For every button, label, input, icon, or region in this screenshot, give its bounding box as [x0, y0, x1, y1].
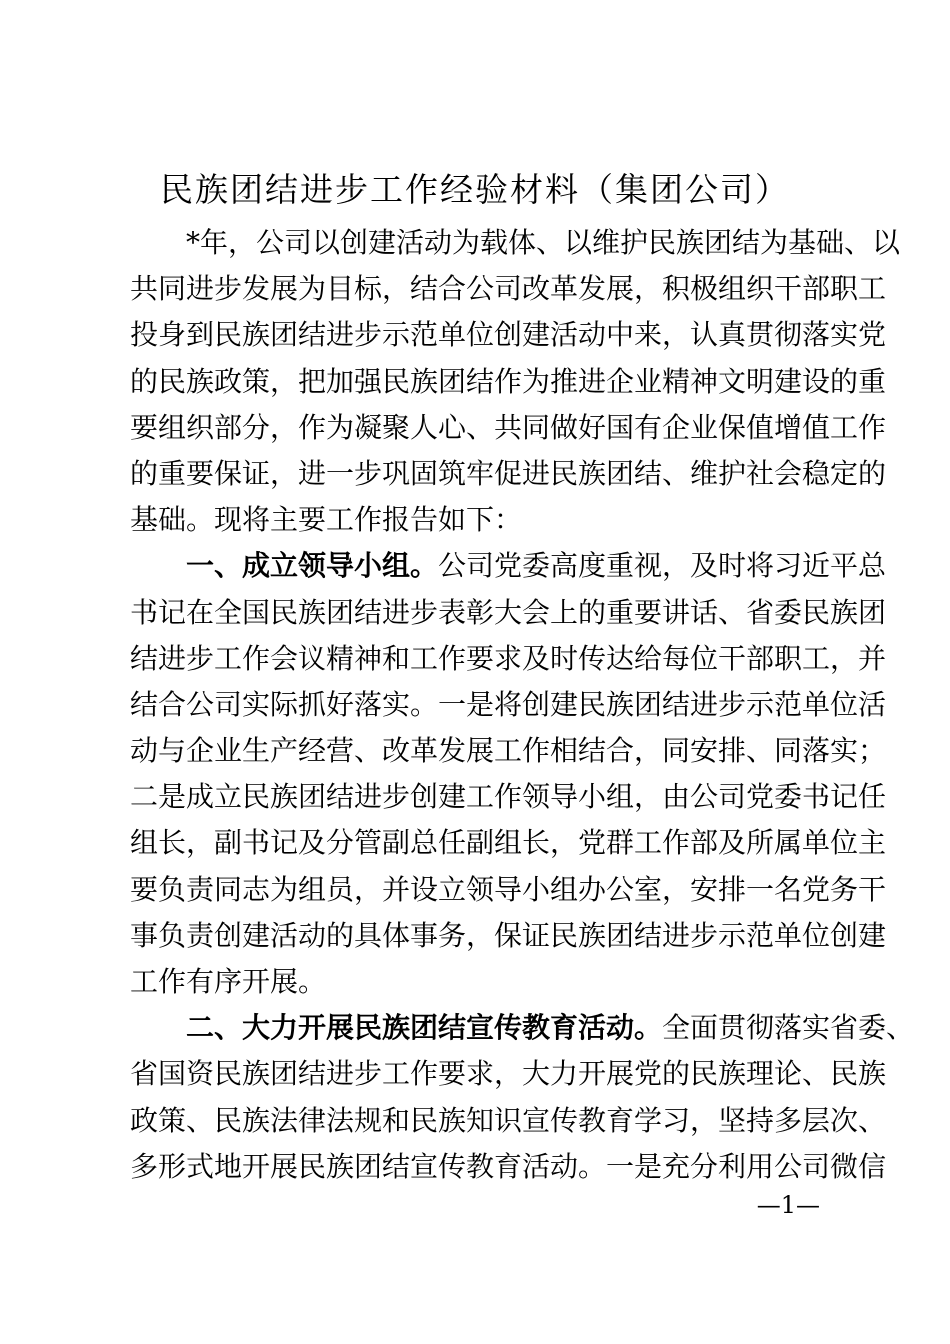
intro-paragraph: [130, 220, 901, 543]
paragraph-first-line: [130, 543, 887, 589]
paragraph-text: 全面贯彻落实省委、: [662, 1011, 915, 1045]
paragraph-line: 的民族政策，把加强民族团结作为推进企业精神文明建设的重: [130, 364, 887, 398]
section-2-paragraph: [130, 1005, 915, 1190]
paragraph-line: 要组织部分，作为凝聚人心、共同做好国有企业保值增值工作: [130, 410, 887, 444]
paragraph-line: 多形式地开展民族团结宣传教育活动。一是充分利用公司微信: [130, 1149, 887, 1183]
paragraph-line: 结进步工作会议精神和工作要求及时传达给每位干部职工，并: [130, 641, 887, 675]
section-1-paragraph: [130, 543, 887, 1005]
paragraph-line: 组长，副书记及分管副总任副组长，党群工作部及所属单位主: [130, 826, 887, 860]
paragraph-line: 二是成立民族团结进步创建工作领导小组，由公司党委书记任: [130, 780, 887, 814]
document-title: 民族团结进步工作经验材料（集团公司）: [160, 170, 790, 209]
document-body: [130, 220, 915, 1190]
section-heading: 一、成立领导小组。: [186, 549, 439, 583]
paragraph-first-line: [130, 1005, 915, 1051]
page-number: —1—: [756, 1191, 820, 1219]
paragraph-line: 动与企业生产经营、改革发展工作相结合，同安排、同落实；: [130, 734, 887, 768]
paragraph-line: 事负责创建活动的具体事务，保证民族团结进步示范单位创建: [130, 918, 887, 952]
paragraph-line: 要负责同志为组员，并设立领导小组办公室，安排一名党务干: [130, 872, 887, 906]
paragraph-line: 书记在全国民族团结进步表彰大会上的重要讲话、省委民族团: [130, 595, 887, 629]
paragraph-line: *年，公司以创建活动为载体、以维护民族团结为基础、以: [186, 226, 901, 259]
paragraph-line: 投身到民族团结进步示范单位创建活动中来，认真贯彻落实党: [130, 318, 887, 352]
paragraph-line: 省国资民族团结进步工作要求，大力开展党的民族理论、民族: [130, 1057, 887, 1091]
paragraph-line: 结合公司实际抓好落实。一是将创建民族团结进步示范单位活: [130, 687, 887, 721]
paragraph-text: 公司党委高度重视，及时将习近平总: [438, 549, 887, 583]
section-heading: 二、大力开展民族团结宣传教育活动。: [186, 1011, 663, 1045]
paragraph-line: 工作有序开展。: [130, 965, 327, 998]
paragraph-line: 共同进步发展为目标，结合公司改革发展，积极组织干部职工: [130, 272, 887, 306]
paragraph-line: 基础。现将主要工作报告如下：: [130, 503, 523, 537]
paragraph-line: 的重要保证，进一步巩固筑牢促进民族团结、维护社会稳定的: [130, 456, 887, 490]
paragraph-line: 政策、民族法律法规和民族知识宣传教育学习，坚持多层次、: [130, 1103, 887, 1137]
